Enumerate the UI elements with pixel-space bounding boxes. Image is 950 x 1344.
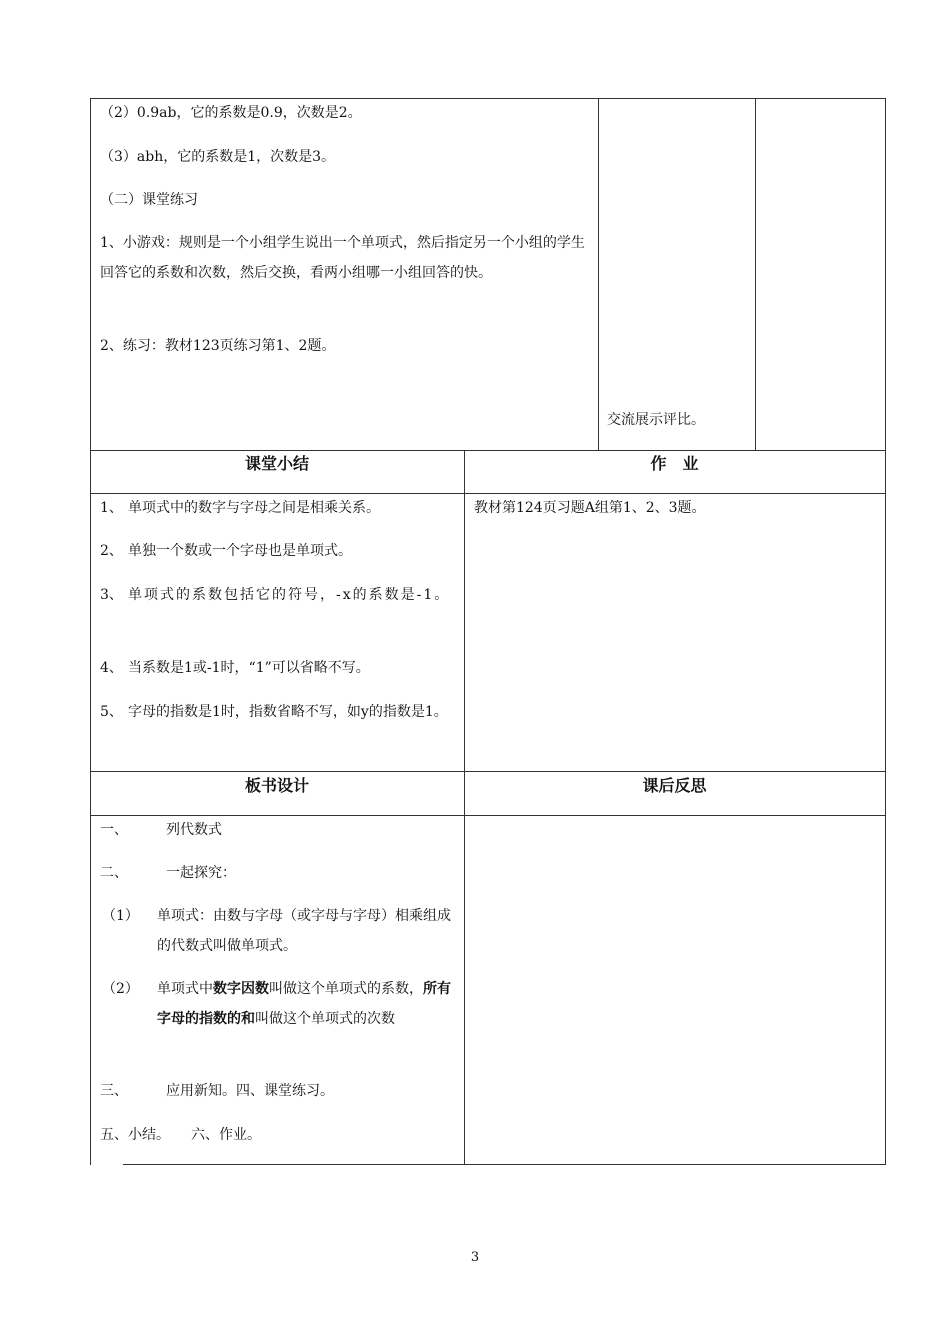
summary-num-1: 1、 [100, 500, 123, 516]
summary-num-2: 2、 [100, 543, 123, 559]
board-num-1: 一、 [100, 822, 128, 838]
board-line-2: 一起探究： [166, 865, 236, 881]
board-sub-2-part-e: 叫做这个单项式的次数 [255, 1011, 395, 1027]
top-col-divider-2 [755, 98, 756, 450]
summary-item-4: 当系数是1或-1时，“1”可以省略不写。 [128, 660, 370, 676]
summary-num-3: 3、 [100, 587, 123, 603]
board-sub-2-part-a: 单项式中 [157, 981, 213, 997]
lower-col-divider [464, 450, 465, 1165]
summary-heading: 课堂小结 [244, 454, 309, 473]
page-number: 3 [470, 1250, 480, 1265]
game-paragraph: 1、小游戏：规则是一个小组学生说出一个单项式，然后指定另一个小组的学生回答它的系数和次数，然后交换，看两小组哪一小组回答的快。 [100, 235, 585, 281]
example-line-3: （3）abh，它的系数是1，次数是3。 [100, 149, 336, 165]
homework-heading: 作 业 [650, 454, 699, 473]
board-sub-1: 单项式：由数与字母（或字母与字母）相乘组成的代数式叫做单项式。 [157, 908, 451, 954]
summary-item-3: 单项式的系数包括它的符号，-x的系数是-1。 [128, 587, 451, 603]
summary-num-5: 5、 [100, 704, 123, 720]
summary-item-5: 字母的指数是1时，指数省略不写，如y的指数是1。 [128, 704, 448, 720]
board-sub-2 [157, 974, 459, 1034]
board-sub-2-bold-coefficient: 数字因数 [213, 981, 269, 997]
board-sub-num-2: （2） [102, 981, 139, 997]
board-num-2: 二、 [100, 865, 128, 881]
board-heading: 板书设计 [244, 776, 309, 795]
row-divider-3 [90, 771, 886, 772]
board-line-1: 列代数式 [166, 822, 222, 838]
table-left-border [90, 98, 91, 1165]
board-sub-num-1: （1） [102, 908, 139, 924]
summary-item-1: 单项式中的数字与字母之间是相乘关系。 [128, 500, 380, 516]
board-sub-2-part-c: 叫做这个单项式的系数， [269, 981, 423, 997]
exercise-line: 2、练习：教材123页练习第1、2题。 [100, 338, 336, 354]
board-num-3: 三、 [100, 1083, 128, 1099]
reflection-heading: 课后反思 [642, 776, 707, 795]
table-bottom-border [123, 1164, 886, 1165]
board-line-5: 五、小结。 六、作业。 [100, 1127, 261, 1143]
board-sub-2-bold-degree: 所有字母的指数的和 [157, 981, 451, 1027]
homework-text: 教材第124页习题A组第1、2、3题。 [474, 500, 706, 516]
summary-item-2: 单独一个数或一个字母也是单项式。 [128, 543, 352, 559]
summary-num-4: 4、 [100, 660, 123, 676]
table-right-border [885, 98, 886, 1165]
row-divider-1 [90, 450, 886, 451]
top-col-divider-1 [598, 98, 599, 450]
student-activity: 交流展示评比。 [607, 412, 705, 428]
example-line-2: （2）0.9ab，它的系数是0.9，次数是2。 [100, 105, 362, 121]
practice-heading: （二）课堂练习 [100, 192, 198, 208]
board-line-3: 应用新知。四、课堂练习。 [166, 1083, 334, 1099]
